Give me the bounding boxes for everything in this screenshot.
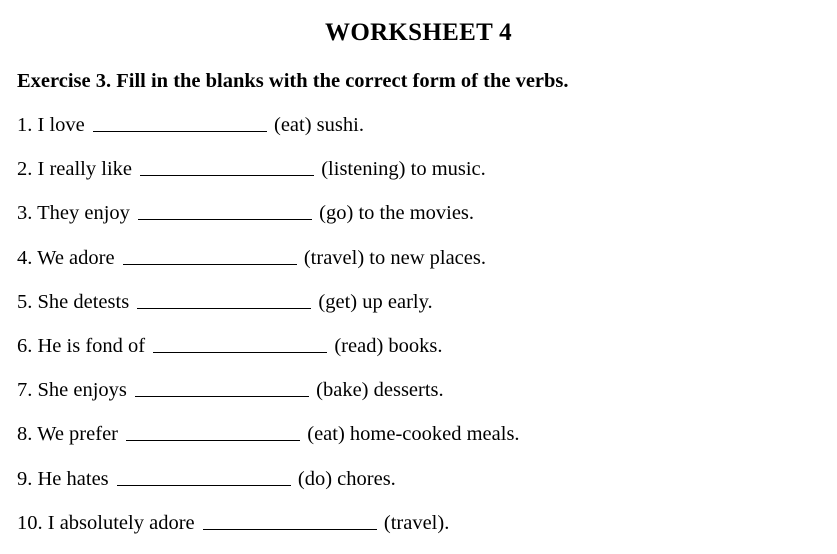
answer-blank-1[interactable]	[93, 112, 267, 132]
exercise-item-7	[17, 377, 520, 421]
item-verb-hint: (bake) desserts.	[316, 379, 444, 402]
item-verb-hint: (travel) to new places.	[303, 246, 486, 269]
item-verb-hint: (go) to the movies.	[319, 202, 475, 225]
exercise-item-2	[17, 156, 520, 200]
item-prompt: 3. They enjoy	[17, 202, 130, 225]
item-prompt: 8. We prefer	[17, 423, 118, 446]
answer-blank-7[interactable]	[135, 377, 309, 397]
exercise-instruction: Exercise 3. Fill in the blanks with the correct form of the verbs.	[17, 70, 569, 92]
answer-blank-10[interactable]	[203, 510, 377, 530]
item-prompt: 5. She detests	[17, 290, 130, 313]
item-prompt: 1. I love	[17, 114, 85, 136]
item-verb-hint: (do) chores.	[297, 467, 396, 490]
answer-blank-5[interactable]	[137, 289, 311, 309]
answer-blank-6[interactable]	[153, 333, 327, 353]
item-prompt: 6. He is fond of	[17, 334, 146, 357]
item-verb-hint: (read) books.	[334, 334, 443, 357]
answer-blank-3[interactable]	[138, 200, 312, 220]
answer-blank-8[interactable]	[126, 421, 300, 441]
exercise-item-5	[17, 289, 520, 333]
exercise-item-3	[17, 200, 520, 244]
exercise-item-9	[17, 466, 520, 510]
item-prompt: 7. She enjoys	[17, 379, 127, 402]
item-prompt: 4. We adore	[17, 246, 115, 269]
exercise-item-1	[17, 112, 520, 156]
exercise-item-6	[17, 333, 520, 377]
item-verb-hint: (travel).	[383, 511, 450, 534]
exercise-list	[17, 112, 520, 554]
answer-blank-2[interactable]	[140, 156, 314, 176]
item-prompt: 10. I absolutely adore	[17, 511, 195, 534]
worksheet-title-text: WORKSHEET 4	[325, 19, 512, 46]
worksheet-title	[0, 18, 837, 48]
exercise-item-10	[17, 510, 520, 554]
exercise-item-8	[17, 421, 520, 465]
item-verb-hint: (eat) sushi.	[274, 114, 364, 136]
answer-blank-9[interactable]	[117, 466, 291, 486]
item-verb-hint: (listening) to music.	[321, 158, 486, 181]
item-prompt: 9. He hates	[17, 467, 109, 490]
item-prompt: 2. I really like	[17, 158, 132, 181]
answer-blank-4[interactable]	[123, 245, 297, 265]
exercise-item-4	[17, 245, 520, 289]
item-verb-hint: (get) up early.	[318, 290, 433, 313]
item-verb-hint: (eat) home-cooked meals.	[307, 423, 520, 446]
